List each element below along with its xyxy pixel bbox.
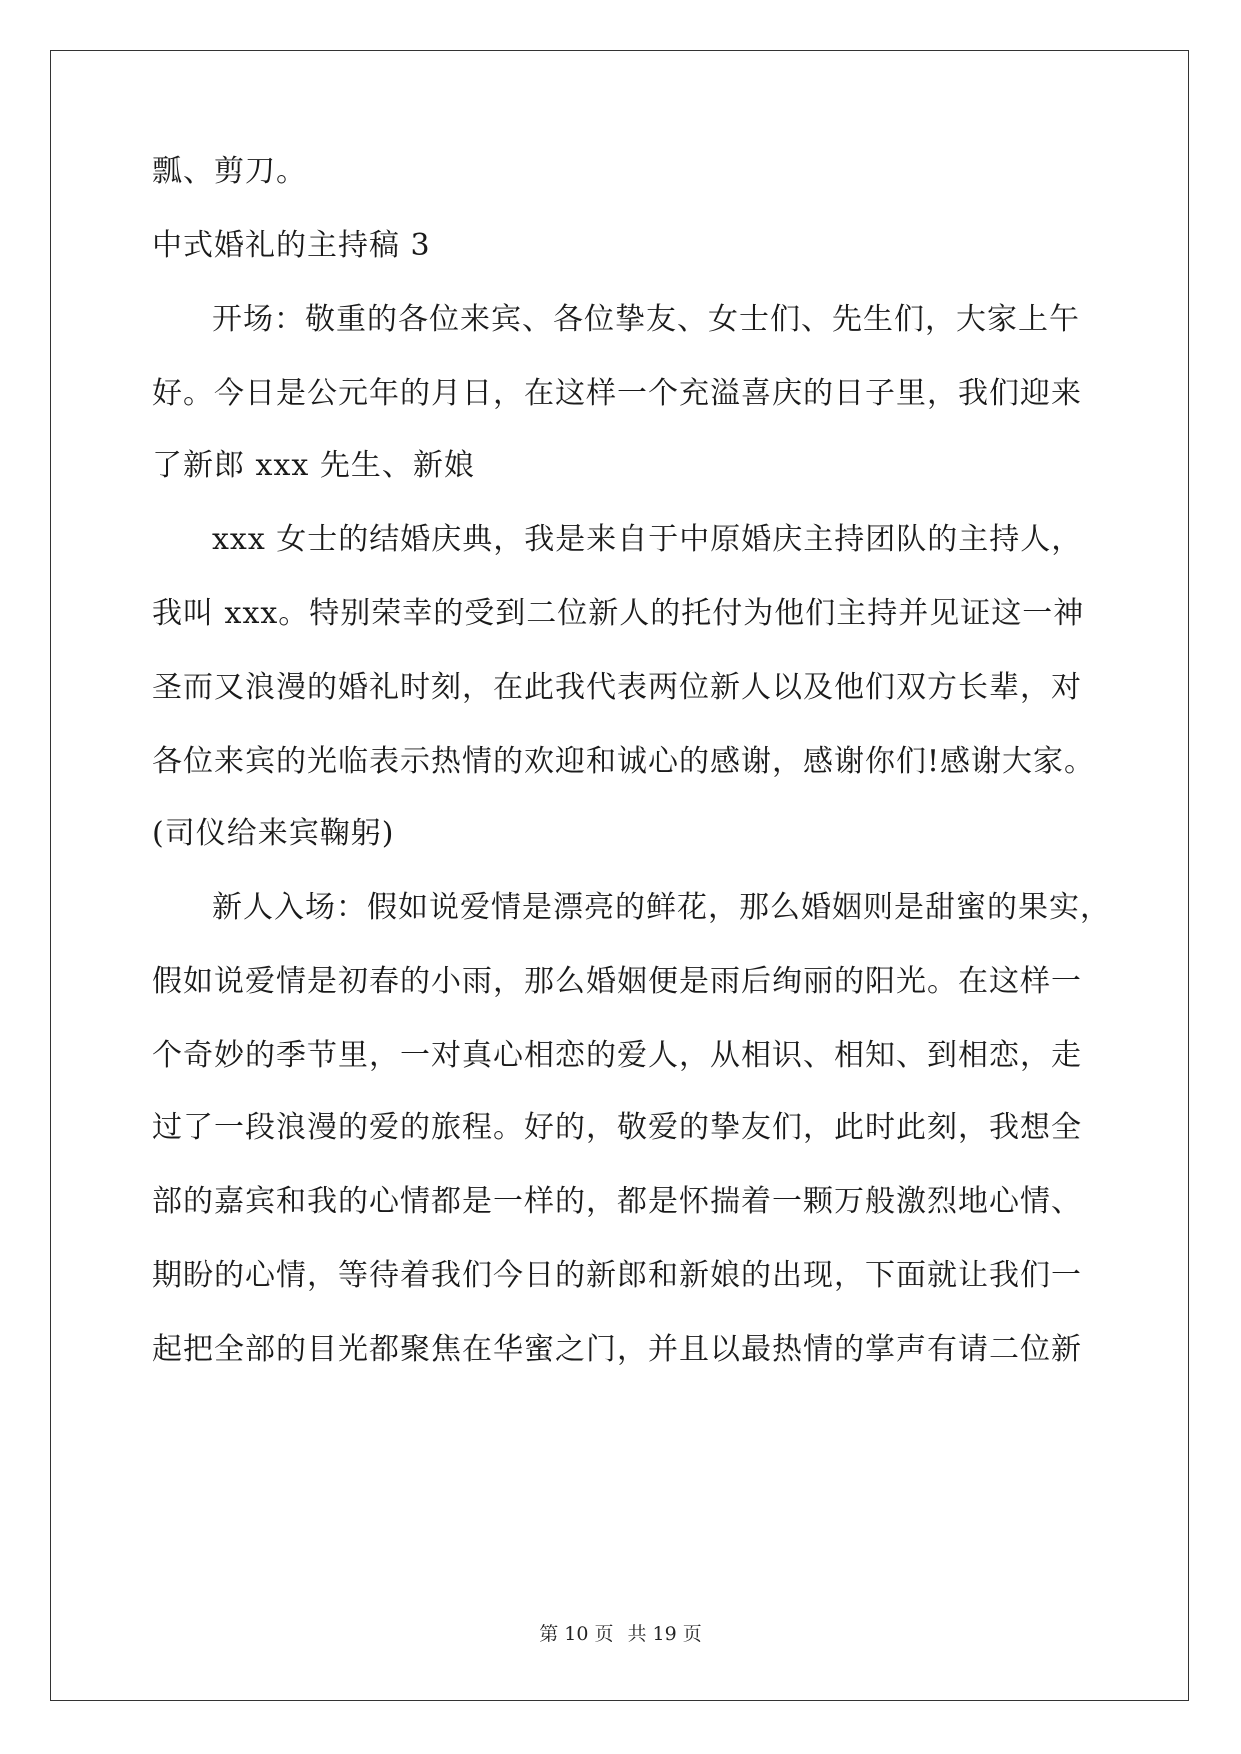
text-line: 了新郎 xxx 先生、新娘 xyxy=(152,448,475,483)
text-line: 圣而又浪漫的婚礼时刻，在此我代表两位新人以及他们双方长辈，对 xyxy=(152,670,1082,705)
text-line: 我叫 xxx。特别荣幸的受到二位新人的托付为他们主持并见证这一神 xyxy=(152,596,1085,631)
page-number: 第 10 页 xyxy=(539,1623,614,1645)
text-line: 假如说爱情是初春的小雨，那么婚姻便是雨后绚丽的阳光。在这样一 xyxy=(152,964,1082,999)
text-line: 个奇妙的季节里，一对真心相恋的爱人，从相识、相知、到相恋，走 xyxy=(152,1038,1082,1073)
section-heading: 中式婚礼的主持稿 3 xyxy=(152,228,431,263)
text-line: 瓢、剪刀。 xyxy=(152,154,307,189)
text-line: (司仪给来宾鞠躬) xyxy=(152,816,395,851)
text-line: 起把全部的目光都聚焦在华蜜之门，并且以最热情的掌声有请二位新 xyxy=(152,1332,1082,1367)
text-line: 新人入场：假如说爱情是漂亮的鲜花，那么婚姻则是甜蜜的果实， xyxy=(212,890,1111,925)
text-line: 过了一段浪漫的爱的旅程。好的，敬爱的挚友们，此时此刻，我想全 xyxy=(152,1110,1082,1145)
text-line: 各位来宾的光临表示热情的欢迎和诚心的感谢，感谢你们!感谢大家。 xyxy=(152,744,1096,779)
text-line: 期盼的心情，等待着我们今日的新郎和新娘的出现，下面就让我们一 xyxy=(152,1258,1082,1293)
text-line: 好。今日是公元年的月日，在这样一个充溢喜庆的日子里，我们迎来 xyxy=(152,376,1082,411)
page-total: 共 19 页 xyxy=(627,1623,702,1645)
text-line: xxx 女士的结婚庆典，我是来自于中原婚庆主持团队的主持人， xyxy=(212,522,1083,557)
page-footer xyxy=(0,1622,1241,1646)
page-border xyxy=(50,50,1189,1701)
text-line: 开场：敬重的各位来宾、各位挚友、女士们、先生们，大家上午 xyxy=(212,302,1080,337)
text-line: 部的嘉宾和我的心情都是一样的，都是怀揣着一颗万般激烈地心情、 xyxy=(152,1184,1082,1219)
